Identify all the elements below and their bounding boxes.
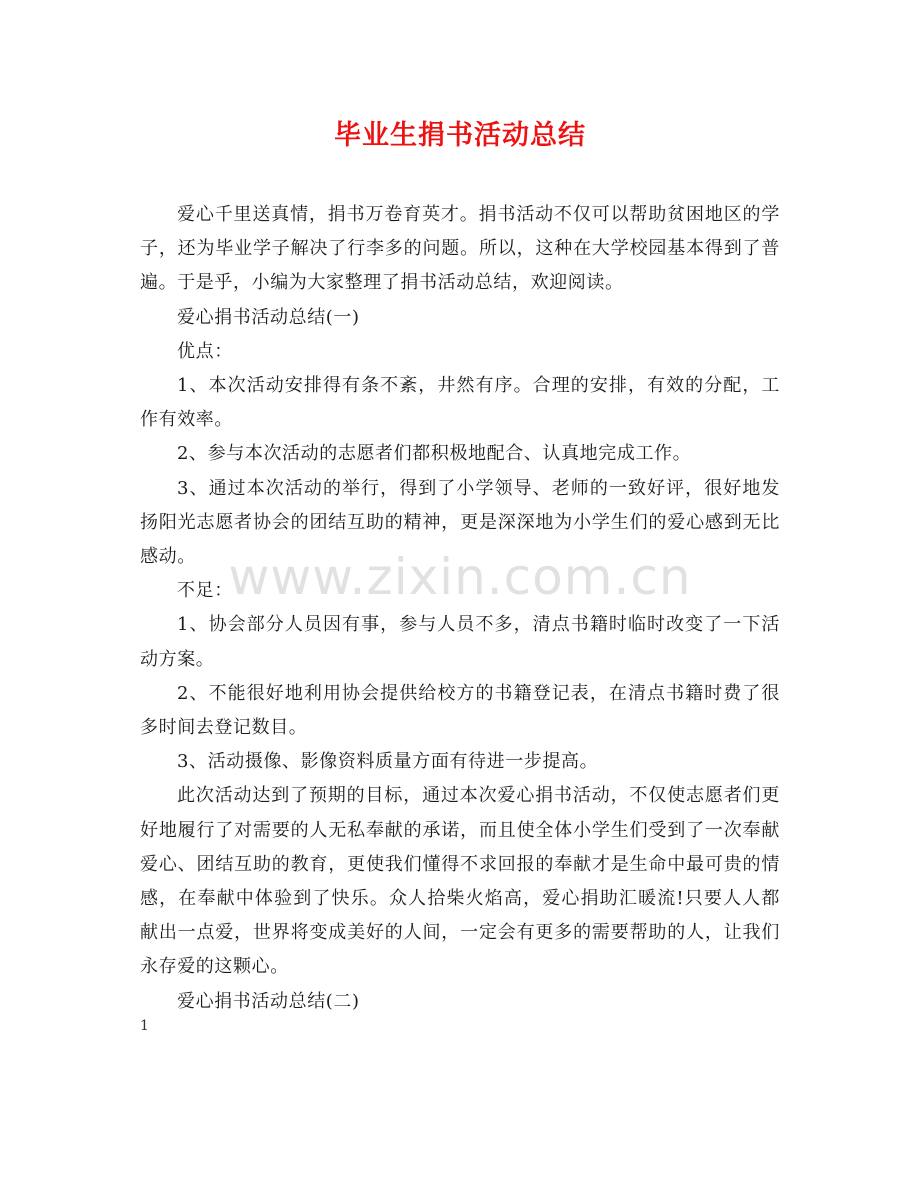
paragraph-intro: 爱心千里送真情，捐书万卷育英才。捐书活动不仅可以帮助贫困地区的学子，还为毕业学子解决了行李多的问题。所以，这种在大学校园基本得到了普遍。于是乎，小编为大家整理了捐书活动总结，欢迎阅读。 — [140, 204, 780, 294]
document-body — [140, 198, 780, 1019]
watermark: www.zixin.com.cn — [228, 548, 692, 606]
subheading-shortcomings: 不足： — [177, 580, 233, 602]
paragraph-shortcoming-1: 1、协会部分人员因有事，参与人员不多，清点书籍时临时改变了一下活动方案。 — [140, 614, 780, 670]
section-heading-2: 爱心捐书活动总结(二) — [177, 990, 360, 1012]
subheading-advantages: 优点： — [177, 340, 233, 362]
document-title: 毕业生捐书活动总结 — [334, 120, 586, 151]
paragraph-advantage-2: 2、参与本次活动的志愿者们都积极地配合、认真地完成工作。 — [177, 443, 692, 465]
paragraph-shortcoming-2: 2、不能很好地利用协会提供给校方的书籍登记表，在清点书籍时费了很多时间去登记数目。 — [140, 682, 780, 739]
section-heading-1: 爱心捐书活动总结(一) — [177, 306, 360, 328]
paragraph-advantage-1: 1、本次活动安排得有条不紊，井然有序。合理的安排，有效的分配，工作有效率。 — [140, 375, 780, 431]
paragraph-conclusion: 此次活动达到了预期的目标，通过本次爱心捐书活动，不仅使志愿者们更好地履行了对需要的人无私奉献的承诺，而且使全体小学生们受到了一次奉献爱心、团结互助的教育，更使我们懂得不求回报的奉献才是生命中最可贵的情感，在奉献中体验到了快乐。众人拾柴火焰高，爱心捐助汇暖流!只要人人都献出一点爱，世界将变成美好的人间，一定会有更多的需要帮助的人，让我们永存爱的这颗心。 — [140, 785, 780, 978]
paragraph-advantage-3: 3、通过本次活动的举行，得到了小学领导、老师的一致好评，很好地发扬阳光志愿者协会的团结互助的精神，更是深深地为小学生们的爱心感到无比感动。 — [140, 477, 780, 568]
paragraph-shortcoming-3: 3、活动摄像、影像资料质量方面有待进一步提高。 — [177, 751, 599, 773]
page-number: 1 — [140, 1018, 149, 1034]
